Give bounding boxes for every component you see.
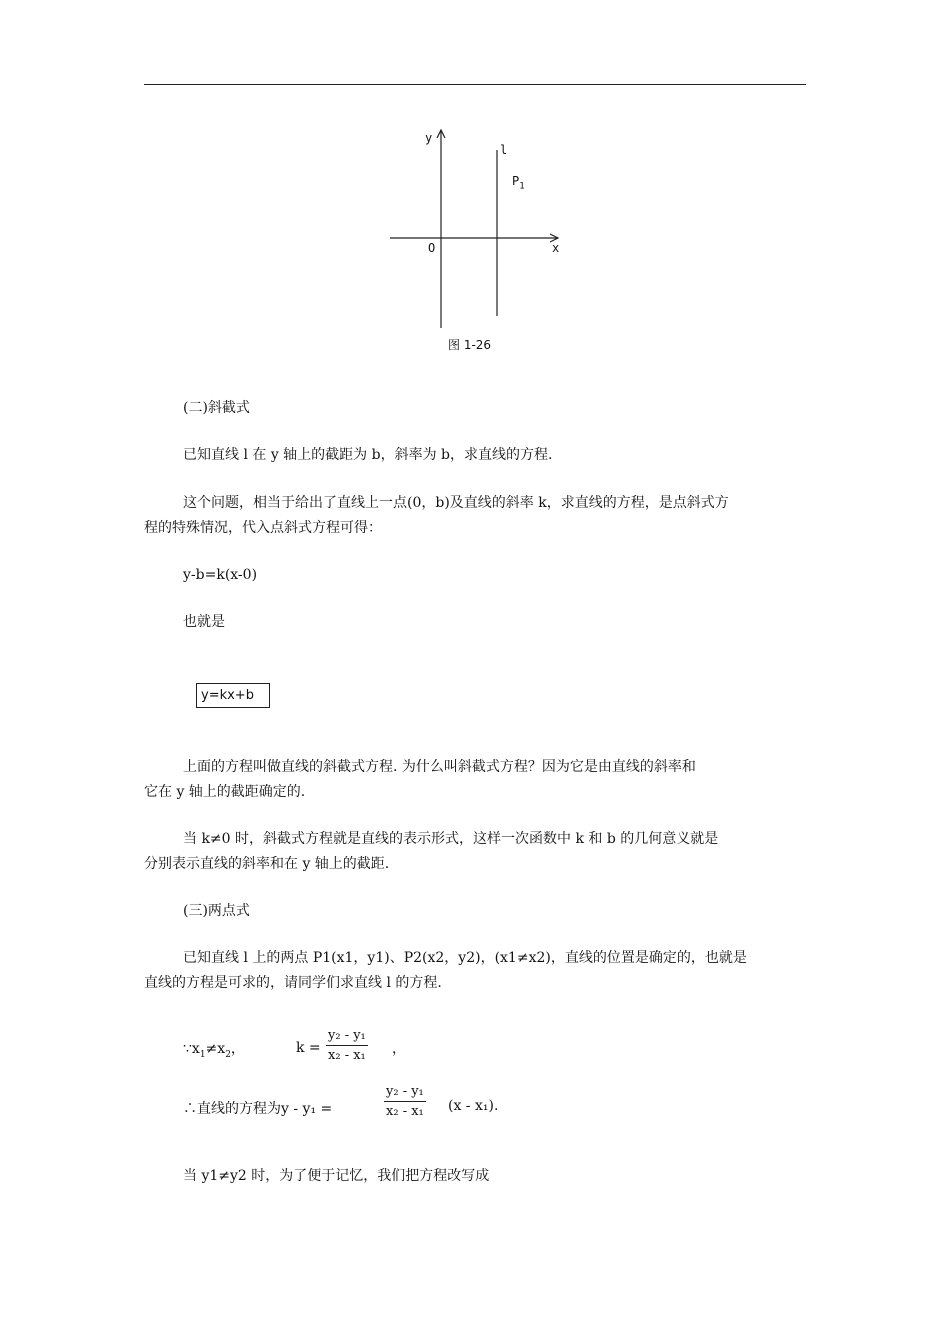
paragraph: 当 y1≠y2 时，为了便于记忆，我们把方程改写成 xyxy=(183,1168,490,1184)
origin-label: O xyxy=(428,241,436,255)
section-3-title: (三)两点式 xyxy=(183,903,250,919)
equation: y-b=k(x-0) xyxy=(183,567,258,583)
point-p1-label: $P_1$ xyxy=(512,174,525,192)
figure-caption: 图 1-26 xyxy=(448,338,492,352)
boxed-equation: y=kx+b xyxy=(196,683,270,708)
fraction-numerator: y₂ - y₁ xyxy=(326,1028,368,1046)
paragraph: 也就是 xyxy=(183,614,225,630)
x-axis-label: x xyxy=(552,241,560,255)
paragraph: 这个问题，相当于给出了直线上一点(0，b)及直线的斜率 k，求直线的方程，是点斜式方 xyxy=(183,495,729,511)
section-2-title: (二)斜截式 xyxy=(183,400,250,416)
header-rule xyxy=(144,84,806,85)
formula-k-equals: k = xyxy=(296,1040,321,1056)
slope-fraction xyxy=(326,1028,368,1063)
formula-therefore: ∴直线的方程为y - y₁ = xyxy=(183,1101,333,1117)
line-l-label: l xyxy=(500,143,508,157)
paragraph: 它在 y 轴上的截距确定的. xyxy=(144,784,306,800)
fraction-numerator: y₂ - y₁ xyxy=(384,1084,426,1102)
formula-because: $\because x_1\ne x_2$， xyxy=(183,1041,245,1060)
coordinate-figure xyxy=(380,120,580,360)
paragraph: 当 k≠0 时，斜截式方程就是直线的表示形式，这样一次函数中 k 和 b 的几何意义就是 xyxy=(183,831,719,847)
axes-diagram xyxy=(380,120,580,360)
paragraph: 分别表示直线的斜率和在 y 轴上的截距. xyxy=(144,856,390,872)
paragraph: 程的特殊情况，代入点斜式方程可得： xyxy=(144,520,382,536)
paragraph: 已知直线 l 上的两点 P1(x1，y1)、P2(x2，y2)，(x1≠x2)，直线的位置是确定的，也就是 xyxy=(183,950,747,966)
paragraph: 上面的方程叫做直线的斜截式方程. 为什么叫斜截式方程？因为它是由直线的斜率和 xyxy=(183,759,696,775)
fraction-denominator: x₂ - x₁ xyxy=(328,1048,366,1063)
slope-fraction xyxy=(384,1084,426,1119)
formula-comma: ， xyxy=(392,1041,406,1057)
formula-tail: (x - x₁). xyxy=(448,1098,499,1114)
paragraph: 已知直线 l 在 y 轴上的截距为 b，斜率为 b，求直线的方程. xyxy=(183,447,553,463)
y-axis-label: y xyxy=(425,131,433,145)
paragraph: 直线的方程是可求的，请同学们求直线 l 的方程. xyxy=(144,975,442,991)
fraction-denominator: x₂ - x₁ xyxy=(386,1104,424,1119)
